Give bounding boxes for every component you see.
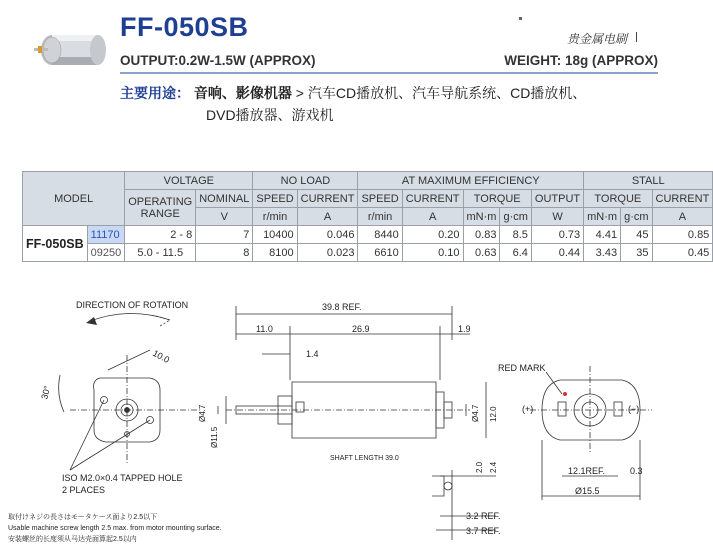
cell-nominal: 7 xyxy=(196,226,253,244)
col-st-current: CURRENT xyxy=(652,190,713,208)
dimension-drawing xyxy=(0,285,675,549)
dim-47b: Ø4.7 xyxy=(471,404,480,422)
model-header: MODEL xyxy=(23,172,125,226)
cell-me-current: 0.20 xyxy=(402,226,463,244)
cell-nl-current: 0.046 xyxy=(297,226,358,244)
note-cn: 安装螺丝的长度须从马达壳面算起2.5以内 xyxy=(8,536,137,543)
cell-nl-speed: 10400 xyxy=(253,226,297,244)
table-row xyxy=(23,226,713,244)
col-nl-speed: SPEED xyxy=(253,190,297,208)
brush-type-label: 贵金属电刷 xyxy=(566,32,627,46)
cell-nl-current: 0.023 xyxy=(297,244,358,262)
terminal-hole xyxy=(444,482,452,490)
red-mark-dot xyxy=(563,392,567,396)
cell-me-current: 0.10 xyxy=(402,244,463,262)
terminal-detail xyxy=(432,476,444,496)
usage-category: 音响、影像机器 xyxy=(193,85,292,101)
dim-120: 12.0 xyxy=(489,406,498,422)
unit-gcm: g·cm xyxy=(621,208,652,226)
usage-label: 主要用途： xyxy=(120,85,190,101)
dim-115: Ø11.5 xyxy=(210,426,219,448)
col-me-current: CURRENT xyxy=(402,190,463,208)
dim-10: 10.0 xyxy=(151,347,172,365)
cell-me-torque-gcm: 6.4 xyxy=(500,244,531,262)
unit-a: A xyxy=(297,208,358,226)
group-stall: STALL xyxy=(584,172,713,190)
terminal xyxy=(558,402,566,416)
shaft xyxy=(125,408,130,413)
arrow-icon xyxy=(86,317,97,325)
dim-line xyxy=(108,350,150,370)
cell-me-speed: 8440 xyxy=(358,226,402,244)
cell-me-torque-gcm: 8.5 xyxy=(500,226,531,244)
dim-14: 1.4 xyxy=(306,349,319,359)
dim-37: 3.7 REF. xyxy=(466,526,501,536)
hole-callout-1: ISO M2.0×0.4 TAPPED HOLE xyxy=(62,473,183,483)
cell-me-speed: 6610 xyxy=(358,244,402,262)
group-no-load: NO LOAD xyxy=(253,172,358,190)
dim-32: 3.2 REF. xyxy=(466,511,501,521)
page-title: FF-050SB xyxy=(120,12,249,42)
unit-a: A xyxy=(402,208,463,226)
group-max-efficiency: AT MAXIMUM EFFICIENCY xyxy=(358,172,584,190)
dim-30deg: 30° xyxy=(39,384,53,401)
dim-121: 12.1REF. xyxy=(568,466,606,476)
dim-11: 11.0 xyxy=(256,324,273,334)
decorative-dot xyxy=(519,17,522,20)
divider xyxy=(636,32,637,42)
plus-terminal-label: (+) xyxy=(522,404,534,414)
cell-st-current: 0.85 xyxy=(652,226,713,244)
cell-st-torque-gcm: 35 xyxy=(621,244,652,262)
weight-spec: WEIGHT: 18g (APPROX) xyxy=(504,53,658,68)
model-name: FF-050SB xyxy=(23,226,88,262)
unit-mnm: mN·m xyxy=(584,208,621,226)
cell-st-torque-mnm: 3.43 xyxy=(584,244,621,262)
cell-me-torque-mnm: 0.83 xyxy=(463,226,500,244)
note-jp: 取付けネジの長さはモータケース面より2.5以下 xyxy=(8,514,158,521)
usage-apps-line1: 汽车CD播放机、汽车导航系统、CD播放机、 xyxy=(307,85,587,101)
shaft-length: SHAFT LENGTH 39.0 xyxy=(330,455,399,462)
cell-me-output: 0.73 xyxy=(531,226,583,244)
dim-269: 26.9 xyxy=(352,324,370,334)
unit-w: W xyxy=(531,208,583,226)
motor-photo xyxy=(30,22,110,74)
col-st-torque: TORQUE xyxy=(584,190,652,208)
cell-st-torque-mnm: 4.41 xyxy=(584,226,621,244)
cell-range: 2 - 8 xyxy=(125,226,196,244)
unit-a: A xyxy=(652,208,713,226)
dim-47a: Ø4.7 xyxy=(198,404,207,422)
dim-03: 0.3 xyxy=(630,466,643,476)
hole-callout-2: 2 PLACES xyxy=(62,485,106,495)
dim-19: 1.9 xyxy=(458,324,471,334)
spec-table xyxy=(22,171,713,262)
usage-apps-line2: DVD播放器、游戏机 xyxy=(206,107,334,123)
col-me-torque: TORQUE xyxy=(463,190,531,208)
col-nominal: NOMINAL xyxy=(196,190,253,208)
dim-total: 39.8 REF. xyxy=(322,302,362,312)
col-me-speed: SPEED xyxy=(358,190,402,208)
group-voltage: VOLTAGE xyxy=(125,172,253,190)
dim-24: 2.4 xyxy=(489,461,498,473)
unit-gcm: g·cm xyxy=(500,208,531,226)
red-mark-label: RED MARK xyxy=(498,363,546,373)
model-code[interactable]: 11170 xyxy=(87,226,125,244)
arrow-icon: > xyxy=(295,85,304,101)
col-operating-range: OPERATING RANGE xyxy=(125,190,196,226)
rotation-arrow xyxy=(88,313,170,322)
minus-terminal-label: (−) xyxy=(628,404,640,414)
cell-nl-speed: 8100 xyxy=(253,244,297,262)
cell-st-current: 0.45 xyxy=(652,244,713,262)
output-spec: OUTPUT:0.2W-1.5W (APPROX) xyxy=(120,53,316,68)
leader-line xyxy=(546,372,562,394)
unit-rmin: r/min xyxy=(358,208,402,226)
unit-mnm: mN·m xyxy=(463,208,500,226)
cell-nominal: 8 xyxy=(196,244,253,262)
can-slot xyxy=(296,402,304,412)
angle-arc xyxy=(59,375,64,412)
spec-line xyxy=(120,52,658,74)
note-en: Usable machine screw length 2.5 max. from motor mounting surface. xyxy=(8,525,222,532)
cell-me-output: 0.44 xyxy=(531,244,583,262)
terminal xyxy=(614,402,622,416)
col-nl-current: CURRENT xyxy=(297,190,358,208)
unit-v: V xyxy=(196,208,253,226)
model-code[interactable]: 09250 xyxy=(87,244,125,262)
rotation-label: DIRECTION OF ROTATION xyxy=(76,300,189,310)
cell-range: 5.0 - 11.5 xyxy=(125,244,196,262)
table-row xyxy=(23,244,713,262)
dim-20: 2.0 xyxy=(475,461,484,473)
dim-155: Ø15.5 xyxy=(575,486,600,496)
cell-st-torque-gcm: 45 xyxy=(621,226,652,244)
cell-me-torque-mnm: 0.63 xyxy=(463,244,500,262)
col-me-output: OUTPUT xyxy=(531,190,583,208)
unit-rmin: r/min xyxy=(253,208,297,226)
usage-section xyxy=(120,82,665,126)
